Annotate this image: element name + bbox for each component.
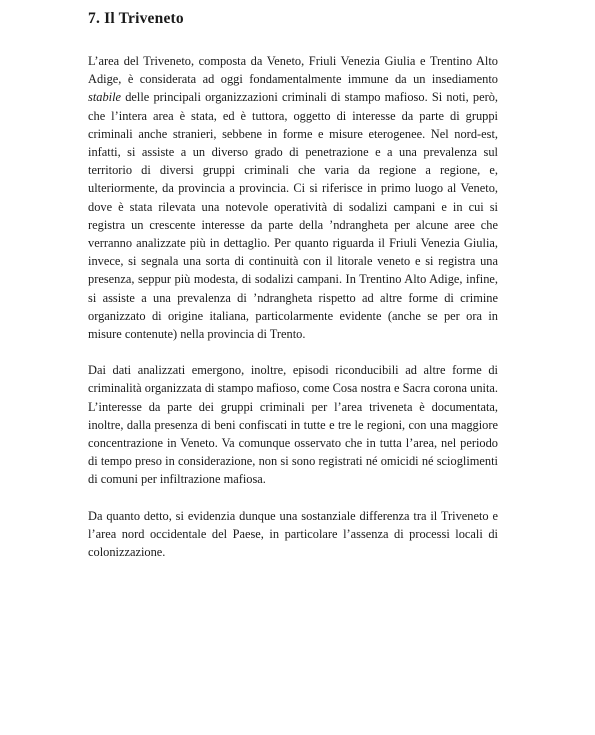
- paragraph-1-text-end: delle principali organizzazioni criminali di stampo mafioso. Si noti, però, che l’intera area è stata, ed è tuttora, oggetto di interesse da parte di gruppi criminali anche stranieri, sebbene in forme e misure eterogenee. Nel nord-est, infatti, si assiste a un diverso grado di penetrazione e a una prevalenza sul territorio di diversi gruppi criminali che varia da regione a regione, e, ulteriormente, da provincia a provincia. Ci si riferisce in primo luogo al Veneto, dove è stata rilevata una notevole operatività di sodalizi campani e in cui si registra un crescente interesse da parte della ’ndrangheta per alcune aree che verranno analizzate più in dettaglio. Per quanto riguarda il Friuli Venezia Giulia, invece, si segnala una sorta di continuità con il litorale veneto e si registra una presenza, seppur più modesta, di sodalizi campani. In Trentino Alto Adige, infine, si assiste a una prevalenza di ’ndrangheta rispetto ad altre forme di crimine organizzato di origine italiana, particolarmente evidente (anche se per ora in misure contenute) nella provincia di Trento.: [88, 90, 498, 342]
- section-heading: 7. Il Triveneto: [88, 10, 184, 27]
- paragraph-1: [88, 52, 498, 343]
- body-text: [88, 52, 498, 561]
- paragraph-1-text-start: L’area del Triveneto, composta da Veneto, Friuli Venezia Giulia e Trentino Alto Adige, è considerata ad oggi fondamentalmente immune da un insediamento: [88, 54, 498, 87]
- paragraph-1-emphasis: stabile: [88, 90, 122, 105]
- paragraph-3: Da quanto detto, si evidenzia dunque una sostanziale differenza tra il Triveneto e l’area nord occidentale del Paese, in particolare l’assenza di processi locali di colonizzazione.: [88, 508, 498, 560]
- paragraph-2: Dai dati analizzati emergono, inoltre, episodi riconducibili ad altre forme di criminalità organizzata di stampo mafioso, come Cosa nostra e Sacra corona unita. L’interesse da parte dei gruppi criminali per l’area triveneta è documentata, inoltre, dalla presenza di beni confiscati in tutte e tre le regioni, con una maggiore concentrazione in Veneto. Va comunque osservato che in tutta l’area, nel periodo di tempo preso in considerazione, non si sono registrati né omicidi né scioglimenti di comuni per infiltrazione mafiosa.: [88, 363, 498, 487]
